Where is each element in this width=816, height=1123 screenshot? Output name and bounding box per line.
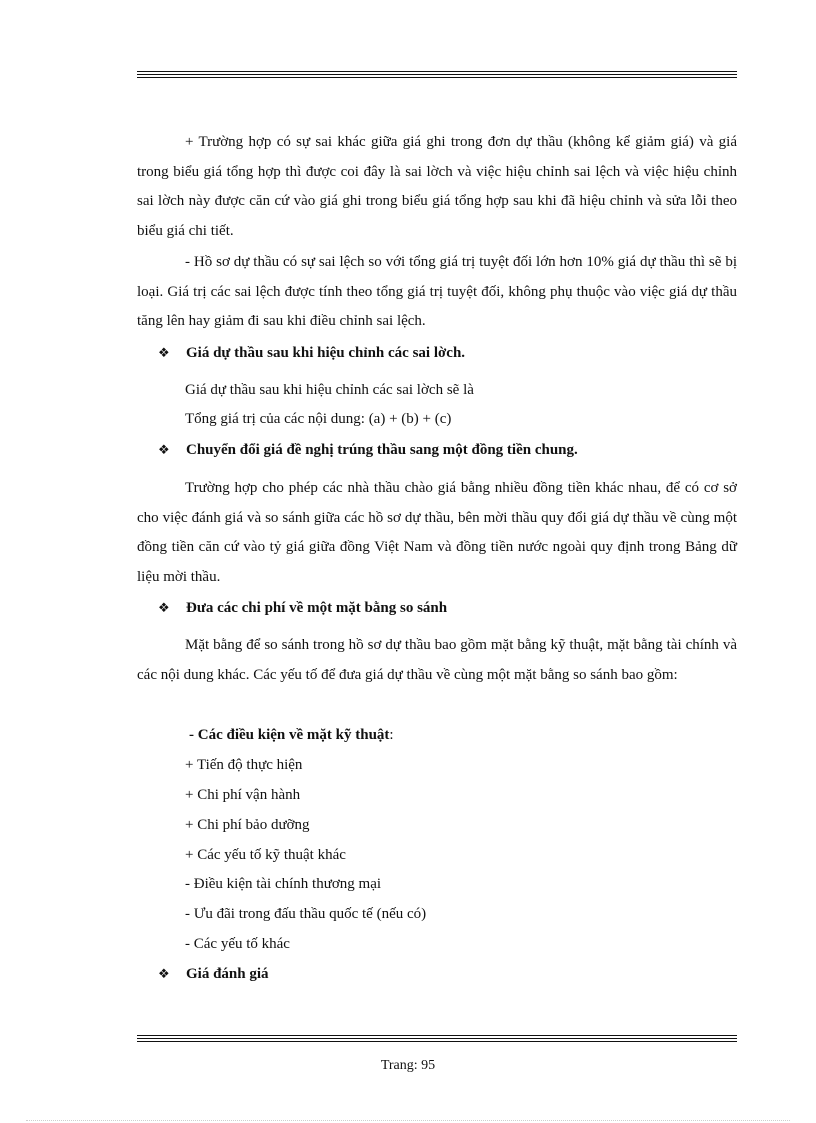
bullet-currency-conversion [158, 440, 578, 460]
header-rule [137, 71, 737, 78]
list-item: + Các yếu tố kỹ thuật khác [185, 847, 346, 863]
paragraph-comparison: Mặt bằng để so sánh trong hồ sơ dự thầu bao gồm mặt bằng kỹ thuật, mặt bằng tài chính và các nội dung khác. Các yếu tố để đưa giá dự thầu về cùng một mặt bằng so sánh bao gồm: [137, 637, 737, 683]
paragraph-currency: Trường hợp cho phép các nhà thầu chào giá bằng nhiều đồng tiền khác nhau, để có cơ sở cho việc đánh giá và so sánh giữa các hồ sơ dự thầu, bên mời thầu quy đổi giá dự thầu về cùng một đồng tiền căn cứ vào tỷ giá giữa đồng Việt Nam và đồng tiền nước ngoài quy định trong Bảng dữ liệu mời thầu. [137, 480, 737, 585]
colon: : [389, 727, 394, 743]
diamond-bullet-icon: ❖ [158, 600, 170, 615]
diamond-bullet-icon: ❖ [158, 966, 170, 981]
list-item: + Chi phí vận hành [185, 787, 301, 803]
page-edge-divider [26, 1120, 790, 1121]
diamond-bullet-icon: ❖ [158, 442, 170, 457]
bullet-heading: Giá dự thầu sau khi hiệu chỉnh các sai lờch. [186, 345, 466, 361]
list-item: - Các yếu tố khác [185, 936, 290, 952]
list-item: - Ưu đãi trong đấu thầu quốc tế (nếu có) [185, 906, 427, 922]
paragraph-price-difference: + Trường hợp có sự sai khác giữa giá ghi trong đơn dự thầu (không kể giảm giá) và giá trong biểu giá tổng hợp thì được coi đây là sai lờch và việc hiệu chỉnh sai lệch và việc hiệu chỉnh sai lờch này được căn cứ vào giá ghi trong biểu giá tổng hợp sau khi đã hiệu chỉnh và sửa lỗi theo biểu giá chi tiết. [137, 134, 737, 239]
line-total-value: Tổng giá trị của các nội dung: (a) + (b) + (c) [185, 411, 452, 427]
paragraph-deviation-limit: - Hồ sơ dự thầu có sự sai lệch so với tổng giá trị tuyệt đối lớn hơn 10% giá dự thầu thì sẽ bị loại. Giá trị các sai lệch được tính theo tổng giá trị tuyệt đối, không phụ thuộc vào việc giá dự thầu tăng lên hay giảm đi sau khi điều chỉnh sai lệch. [137, 254, 737, 329]
bullet-heading: Giá đánh giá [186, 966, 269, 982]
bullet-comparison-basis [158, 598, 447, 618]
list-item: + Chi phí bảo dưỡng [185, 817, 310, 833]
line-adjusted-price: Giá dự thầu sau khi hiệu chỉnh các sai lờch sẽ là [185, 382, 474, 398]
technical-conditions-label: - Các điều kiện về mặt kỹ thuật [189, 727, 390, 743]
diamond-bullet-icon: ❖ [158, 345, 170, 360]
list-item: - Điều kiện tài chính thương mại [185, 876, 382, 892]
line-technical-conditions [189, 725, 394, 745]
bullet-evaluated-price [158, 964, 269, 984]
footer-rule [137, 1035, 737, 1042]
bullet-heading: Chuyển đổi giá đề nghị trúng thầu sang một đồng tiền chung. [186, 442, 578, 458]
list-item: + Tiến độ thực hiện [185, 757, 303, 773]
page-number: Trang: 95 [380, 1058, 436, 1073]
bullet-adjusted-price [158, 343, 465, 363]
bullet-heading: Đưa các chi phí về một mặt bằng so sánh [186, 600, 448, 616]
